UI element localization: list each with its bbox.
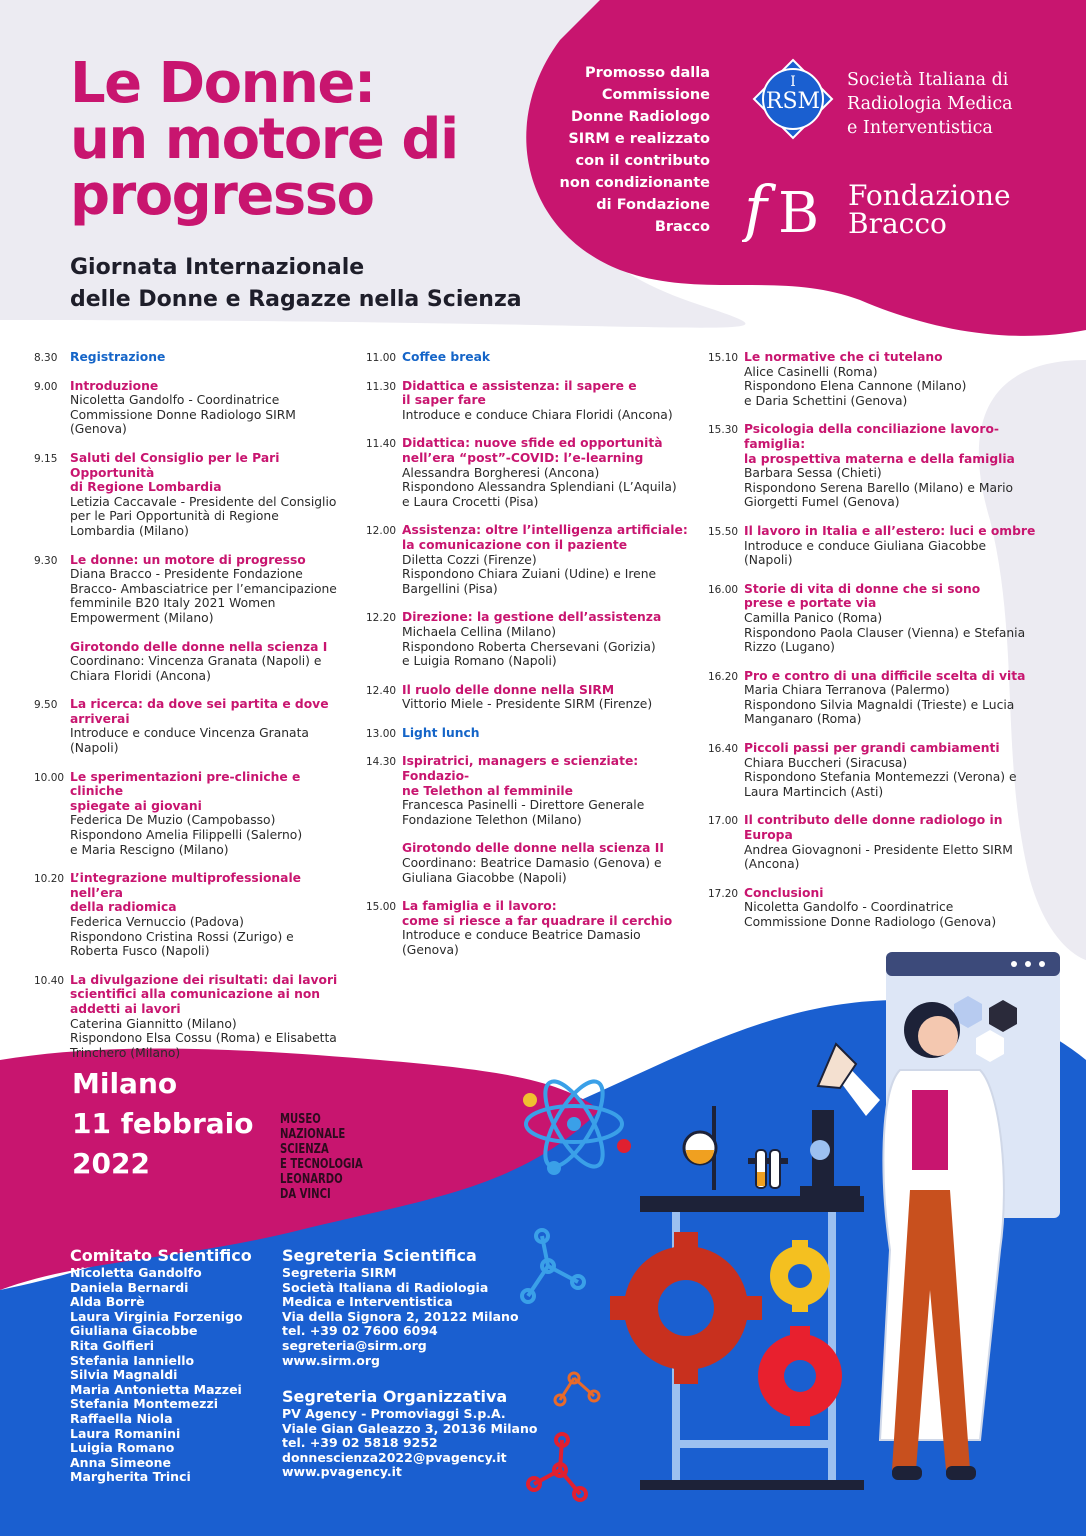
program-item	[366, 841, 696, 885]
segreteria-scientifica-lines	[282, 1266, 519, 1368]
promo-line: di Fondazione	[596, 197, 710, 213]
program-speakers: Vittorio Miele - Presidente SIRM (Firenze)	[402, 697, 653, 712]
program-title: Registrazione	[70, 350, 166, 364]
program-time: 9.15	[34, 452, 58, 465]
program-item	[366, 754, 696, 827]
program-title: Storie di vita di donne che si sono prese e portate via	[744, 581, 981, 611]
bracco-name-line: Bracco	[848, 207, 947, 240]
program-item	[34, 697, 354, 755]
program-speakers: Barbara Sessa (Chieti) Rispondono Serena Barello (Milano) e Mario Giorgetti Fumel (Genova)	[744, 466, 1014, 510]
program-speakers: Federica Vernuccio (Padova) Rispondono Cristina Rossi (Zurigo) e Roberta Fusco (Napoli)	[70, 915, 294, 959]
program-title: Le donne: un motore di progresso	[70, 552, 306, 567]
comitato-title: Comitato Scientifico	[70, 1246, 252, 1265]
segreteria-line: www.sirm.org	[282, 1352, 380, 1368]
program-time: 8.30	[34, 352, 58, 364]
segreteria-line: Medica e Interventistica	[282, 1294, 453, 1310]
program-time: 14.30	[366, 756, 397, 769]
program-column-1	[34, 350, 354, 1074]
program-time: 13.00	[366, 727, 397, 740]
fondazione-bracco-name	[848, 179, 1011, 240]
program-title: Conclusioni	[744, 885, 824, 900]
committee-member: Laura Romanini	[70, 1425, 181, 1441]
program-time: 16.00	[708, 583, 739, 596]
program-time: 12.40	[366, 684, 397, 697]
program-item	[34, 350, 354, 365]
program-speakers: Diana Bracco - Presidente Fondazione Bracco- Ambasciatrice per l’emancipazione femminile B20 Italy 2021 Women Empowerment (Milano)	[70, 567, 337, 625]
committee-member: Giuliana Giacobbe	[70, 1323, 198, 1339]
program-item	[34, 973, 354, 1061]
segreteria-line: tel. +39 02 7600 6094	[282, 1323, 438, 1339]
committee-member: Anna Simeone	[70, 1454, 172, 1470]
title-line: un motore di	[70, 107, 458, 172]
promo-line: Donne Radiologo	[570, 109, 710, 125]
program-time: 17.20	[708, 887, 739, 900]
program-item	[708, 524, 1053, 568]
program-time: 11.40	[366, 438, 397, 451]
committee-member: Alda Borrè	[70, 1294, 145, 1310]
segreteria-line: tel. +39 02 5818 9252	[282, 1435, 438, 1451]
program-item	[366, 683, 696, 712]
svg-text:f: f	[744, 172, 767, 242]
program-speakers: Nicoletta Gandolfo - Coordinatrice Commissione Donne Radiologo (Genova)	[744, 900, 997, 929]
subtitle-line: Giornata Internazionale	[70, 255, 365, 280]
segreteria-scientifica	[282, 1246, 519, 1368]
program-time: 9.30	[34, 554, 58, 567]
program-time: 12.00	[366, 525, 397, 538]
program-item	[708, 886, 1053, 930]
promo-line: Promosso dalla	[585, 65, 710, 81]
segreteria-line: www.pvagency.it	[282, 1464, 402, 1480]
segreteria-organizzativa-lines	[282, 1407, 537, 1480]
bracco-name-line: Fondazione	[848, 179, 1011, 212]
promo-line: con il contributo	[575, 153, 710, 169]
fondazione-bracco-logo-icon	[742, 166, 828, 242]
program-time	[366, 841, 402, 885]
comitato-members	[70, 1266, 252, 1485]
program-item	[366, 726, 696, 741]
program-time: 12.20	[366, 612, 397, 625]
segreteria-line: donnescienza2022@pvagency.it	[282, 1449, 507, 1465]
program-item	[34, 379, 354, 437]
program-speakers: Introduce e conduce Chiara Floridi (Ancona)	[402, 407, 673, 422]
sirm-name	[847, 68, 1013, 140]
program-title: Il contributo delle donne radiologo in Europa	[744, 813, 1003, 843]
program-time: 17.00	[708, 815, 739, 828]
program-speakers: Nicoletta Gandolfo - Coordinatrice Commissione Donne Radiologo SIRM (Genova)	[70, 393, 296, 437]
program-time: 15.00	[366, 901, 397, 914]
program-speakers: Chiara Buccheri (Siracusa) Rispondono Stefania Montemezzi (Verona) e Laura Martincich (Asti)	[744, 755, 1017, 799]
committee-member: Margherita Trinci	[70, 1469, 191, 1485]
event-city-date: Milano 11 febbraio 2022	[72, 1067, 254, 1180]
svg-text:B: B	[778, 181, 820, 242]
program-time: 9.50	[34, 699, 58, 712]
program-speakers: Introduce e conduce Vincenza Granata (Napoli)	[70, 726, 309, 756]
program-title: Didattica: nuove sfide ed opportunità nell’era “post”-COVID: l’e-learning	[402, 436, 663, 465]
program-speakers: Federica De Muzio (Campobasso) Rispondono Amelia Filippelli (Salerno) e Maria Rescigno (Milano)	[70, 813, 303, 857]
program-time: 16.20	[708, 670, 739, 683]
program-time: 11.30	[366, 380, 397, 393]
svg-text:RSM: RSM	[765, 89, 821, 114]
program-item	[708, 582, 1053, 655]
program-item	[708, 813, 1053, 871]
promo-line: SIRM e realizzato	[568, 131, 710, 147]
committee-member: Rita Golfieri	[70, 1337, 154, 1353]
segreteria-organizzativa	[282, 1387, 537, 1480]
program-speakers: Alessandra Borgheresi (Ancona) Rispondono Alessandra Splendiani (L’Aquila) e Laura Crocetti (Pisa)	[402, 465, 677, 509]
program-title: Le normative che ci tutelano	[744, 350, 943, 364]
committee-member: Laura Virginia Forzenigo	[70, 1308, 243, 1324]
program-speakers: Alice Casinelli (Roma) Rispondono Elena Cannone (Milano) e Daria Schettini (Genova)	[744, 364, 967, 408]
promo-line: non condizionante	[559, 175, 710, 191]
program-speakers: Caterina Giannitto (Milano) Rispondono Elsa Cossu (Roma) e Elisabetta Trinchero (Milano)	[70, 1016, 337, 1060]
program-time: 10.20	[34, 873, 65, 886]
title-line: Le Donne:	[70, 51, 375, 116]
program-speakers: Francesca Pasinelli - Direttore Generale Fondazione Telethon (Milano)	[402, 798, 645, 827]
venue-name: MUSEO NAZIONALE SCIENZA E TECNOLOGIA LEONARDO DA VINCI	[280, 1112, 363, 1202]
title-line: progresso	[70, 163, 374, 228]
committee-member: Nicoletta Gandolfo	[70, 1265, 202, 1280]
program-title: Introduzione	[70, 378, 159, 393]
comitato-scientifico	[70, 1246, 252, 1485]
program-title: Psicologia della conciliazione lavoro-famiglia: la prospettiva materna e della famiglia	[744, 422, 1015, 466]
program-item	[708, 350, 1053, 408]
program-time: 11.00	[366, 352, 397, 364]
segreteria-line: segreteria@sirm.org	[282, 1337, 427, 1353]
segreteria-line: Via della Signora 2, 20122 Milano	[282, 1308, 519, 1324]
program-speakers: Introduce e conduce Beatrice Damasio (Genova)	[402, 928, 641, 957]
subtitle	[70, 252, 522, 316]
program-speakers: Letizia Caccavale - Presidente del Consiglio per le Pari Opportunità di Regione Lombardia (Milano)	[70, 494, 337, 538]
committee-member: Raffaella Niola	[70, 1410, 173, 1426]
program-title: Pro e contro di una difficile scelta di vita	[744, 668, 1026, 683]
program-time: 16.40	[708, 743, 739, 756]
program-item	[366, 899, 696, 957]
program-item	[366, 379, 696, 423]
promo-line: Commissione	[601, 87, 710, 103]
program-speakers: Michaela Cellina (Milano) Rispondono Roberta Chersevani (Gorizia) e Luigia Romano (Napoli)	[402, 624, 656, 669]
committee-member: Silvia Magnaldi	[70, 1367, 178, 1383]
program-title: Didattica e assistenza: il sapere e il saper fare	[402, 378, 637, 408]
program-time: 15.50	[708, 525, 739, 538]
program-column-3	[708, 350, 1053, 944]
program-title: Coffee break	[402, 350, 491, 364]
segreteria-organizzativa-title: Segreteria Organizzativa	[282, 1387, 508, 1406]
committee-member: Luigia Romano	[70, 1440, 175, 1456]
program-item	[34, 553, 354, 626]
committee-member: Stefania Montemezzi	[70, 1396, 219, 1412]
promo-line: Bracco	[654, 219, 710, 235]
program-item	[366, 610, 696, 668]
program-item	[34, 640, 354, 684]
program-item	[708, 422, 1053, 510]
program-column-2	[366, 350, 696, 972]
program-title: La famiglia e il lavoro: come si riesce a far quadrare il cerchio	[402, 899, 673, 928]
program-speakers: Camilla Panico (Roma) Rispondono Paola Clauser (Vienna) e Stefania Rizzo (Lugano)	[744, 610, 1026, 655]
sirm-name-line: Società Italiana di	[847, 70, 1009, 90]
program-title: La divulgazione dei risultati: dai lavori scientifici alla comunicazione ai non addetti ai lavori	[70, 972, 338, 1016]
program-time: 10.40	[34, 974, 65, 987]
program-item	[34, 451, 354, 539]
segreteria-line: PV Agency - Promoviaggi S.p.A.	[282, 1406, 506, 1421]
program-title: La ricerca: da dove sei partita e dove arriverai	[70, 697, 329, 726]
program-time: 15.30	[708, 424, 739, 437]
program-time: 9.00	[34, 380, 58, 393]
program-speakers: Maria Chiara Terranova (Palermo) Rispondono Silvia Magnaldi (Trieste) e Lucia Manganaro (Roma)	[744, 683, 1015, 727]
program-item	[34, 871, 354, 959]
program-title: Light lunch	[402, 725, 480, 740]
program-title: Saluti del Consiglio per le Pari Opportunità di Regione Lombardia	[70, 450, 280, 495]
program-time: 10.00	[34, 771, 65, 784]
program-item	[366, 436, 696, 509]
segreteria-line: Segreteria SIRM	[282, 1265, 397, 1280]
program-title: Girotondo delle donne nella scienza I	[70, 639, 328, 654]
subtitle-line: delle Donne e Ragazze nella Scienza	[70, 287, 522, 312]
program-title: Il lavoro in Italia e all’estero: luci e ombre	[744, 523, 1036, 538]
promo-text	[520, 62, 710, 238]
program-item	[34, 770, 354, 858]
segreteria-line: Società Italiana di Radiologia	[282, 1279, 489, 1295]
sirm-logo-icon	[752, 58, 834, 140]
svg-text:I: I	[790, 74, 796, 90]
sirm-name-line: e Interventistica	[847, 118, 993, 138]
program-title: Girotondo delle donne nella scienza II	[402, 841, 664, 856]
program-title: Il ruolo delle donne nella SIRM	[402, 682, 615, 697]
program-time	[34, 640, 70, 684]
program-title: Ispiratrici, managers e scienziate: Fondazio- ne Telethon al femminile	[402, 754, 639, 798]
committee-member: Daniela Bernardi	[70, 1279, 189, 1295]
program-speakers: Introduce e conduce Giuliana Giacobbe (Napoli)	[744, 538, 987, 568]
program-speakers: Diletta Cozzi (Firenze) Rispondono Chiara Zuiani (Udine) e Irene Bargellini (Pisa)	[402, 552, 657, 596]
program-title: Direzione: la gestione dell’assistenza	[402, 610, 662, 625]
page-title	[70, 51, 550, 228]
segreteria-line: Viale Gian Galeazzo 3, 20136 Milano	[282, 1420, 538, 1436]
program-speakers: Coordinano: Vincenza Granata (Napoli) e Chiara Floridi (Ancona)	[70, 654, 322, 683]
program-item	[366, 523, 696, 596]
program-title: Le sperimentazioni pre-cliniche e cliniche spiegate ai giovani	[70, 769, 301, 813]
program-speakers: Coordinano: Beatrice Damasio (Genova) e Giuliana Giacobbe (Napoli)	[402, 856, 662, 885]
segreteria-scientifica-title: Segreteria Scientifica	[282, 1246, 477, 1265]
program-item	[708, 741, 1053, 799]
sirm-name-line: Radiologia Medica	[847, 94, 1013, 114]
program-speakers: Andrea Giovagnoni - Presidente Eletto SIRM (Ancona)	[744, 842, 1013, 872]
program-title: Assistenza: oltre l’intelligenza artificiale: la comunicazione con il paziente	[402, 523, 688, 552]
program-item	[366, 350, 696, 365]
committee-member: Maria Antonietta Mazzei	[70, 1381, 242, 1397]
committee-member: Stefania Ianniello	[70, 1352, 195, 1368]
program-item	[708, 669, 1053, 727]
program-title: L’integrazione multiprofessionale nell’era della radiomica	[70, 871, 302, 915]
program-time: 15.10	[708, 352, 739, 364]
program-title: Piccoli passi per grandi cambiamenti	[744, 741, 1000, 756]
